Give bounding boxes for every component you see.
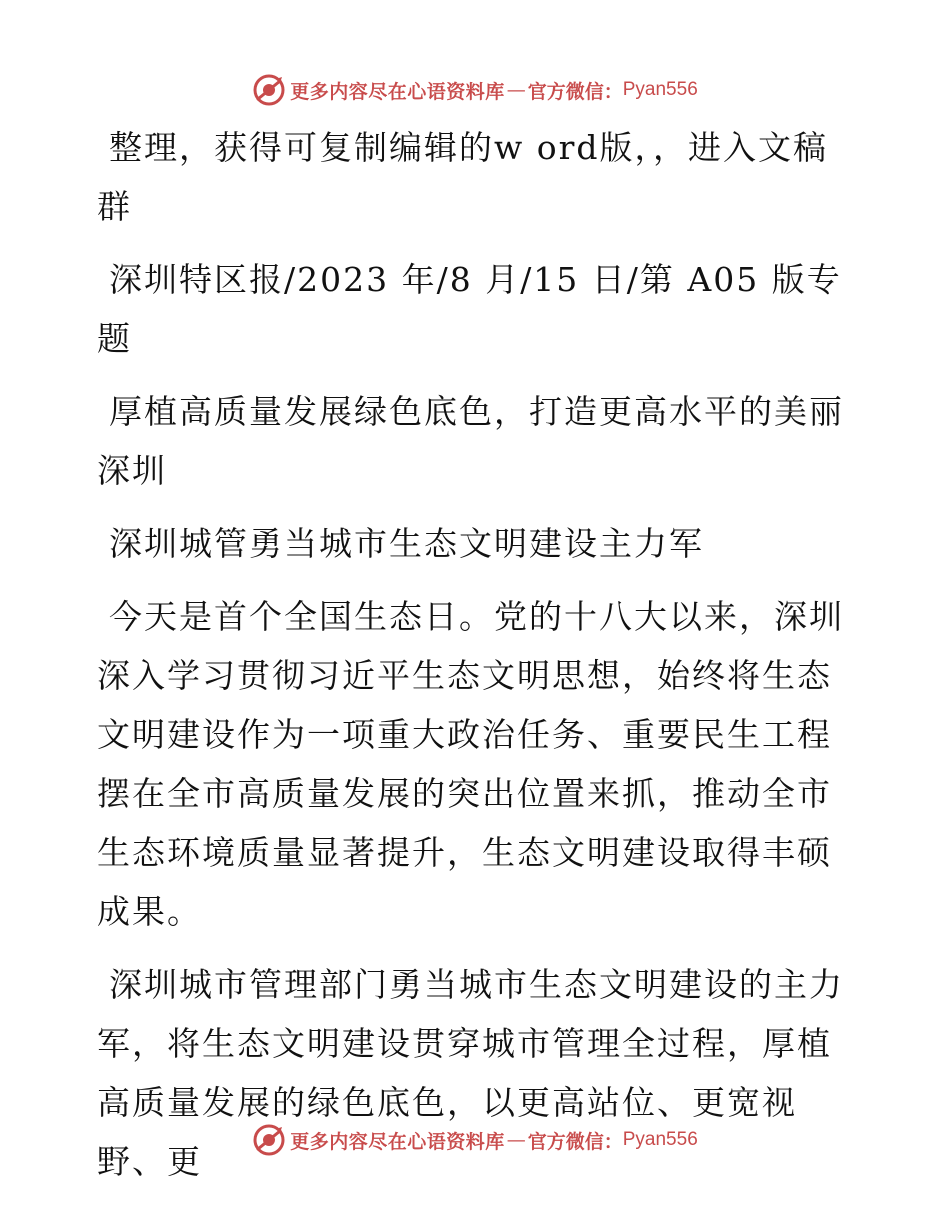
header-watermark [0,72,950,108]
watermark-text: 更多内容尽在心语资料库 [290,80,505,103]
watermark-wechat-id: Pyan556 [622,79,698,100]
paragraph: 深圳城市管理部门勇当城市生态文明建设的主力军，将生态文明建设贯穿城市管理全过程，厚植高质量发展的绿色底色，以更高站位、更宽视野、更 [97,965,844,1181]
watermark-label: 官方微信： [527,80,623,103]
footer-watermark [0,1122,950,1158]
watermark-dash: — [506,1129,526,1151]
paragraph: 今天是首个全国生态日。党的十八大以来，深圳深入学习贯彻习近平生态文明思想，始终将生态文明建设作为一项重大政治任务、重要民生工程摆在全市高质量发展的突出位置来抓，推动全市生态环境质量显著提升，生态文明建设取得丰硕成果。 [97,597,844,931]
document-body [97,118,857,1205]
watermark-dash: — [506,79,526,101]
watermark-text: 更多内容尽在心语资料库 [290,1130,505,1153]
brand-logo-icon [252,73,286,107]
paragraph: 整理，获得可复制编辑的w ord版，，进入文稿群 [97,128,829,226]
paragraph: 厚植高质量发展绿色底色，打造更高水平的美丽深圳 [97,392,844,490]
watermark-label: 官方微信： [527,1130,623,1153]
brand-logo-icon [252,1123,286,1157]
paragraph: 深圳特区报/2023 年/8 月/15 日/第 A05 版专题 [97,260,842,358]
paragraph: 深圳城管勇当城市生态文明建设主力军 [109,524,704,563]
watermark-wechat-id: Pyan556 [622,1129,698,1150]
